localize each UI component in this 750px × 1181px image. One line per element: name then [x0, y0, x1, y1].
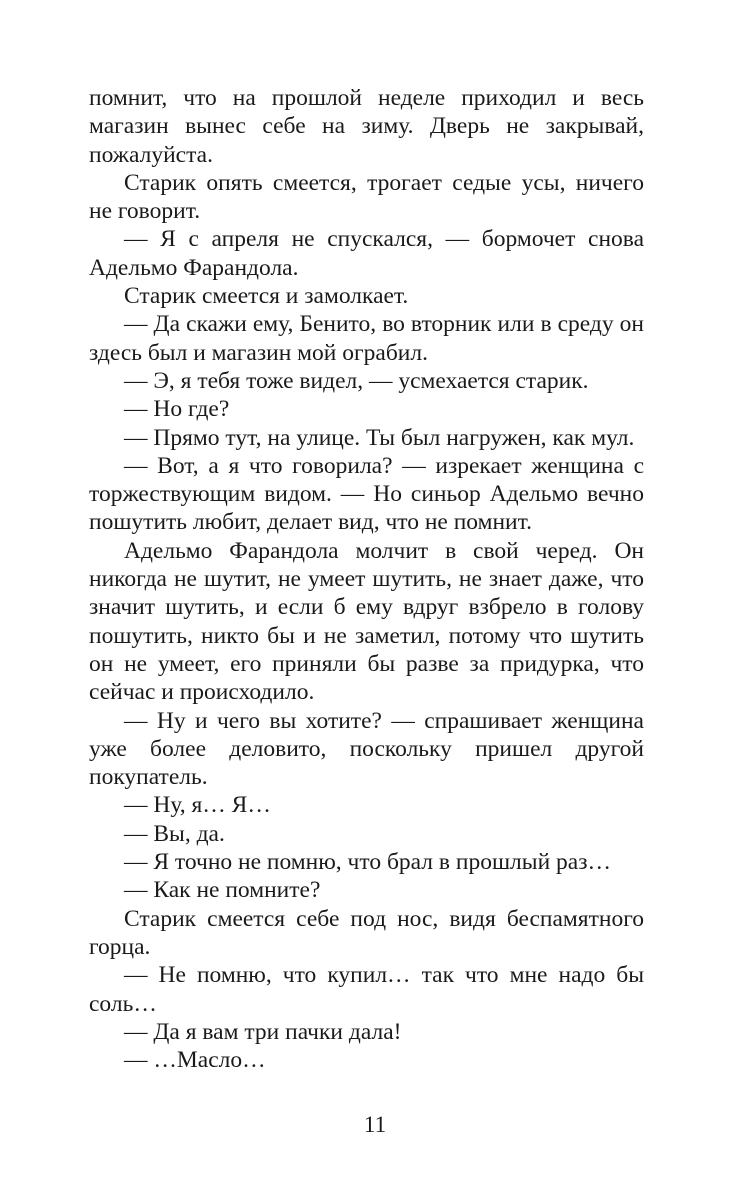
paragraph: Адельмо Фарандола молчит в свой черед. Он никогда не шутит, не умеет шутить, не знает даже, что значит шутить, и если б ему вдруг взбрело в голову пошутить, никто бы и не заметил, потому что шутить он не умеет, его приняли бы разве за придурка, что сейчас и происходило. — [89, 537, 644, 706]
dialogue-line: — Как не помните? — [124, 877, 321, 904]
dialogue-line: — Вы, да. — [124, 820, 225, 847]
page-text-block — [89, 84, 644, 1074]
dialogue-line: — …Масло… — [124, 1047, 266, 1074]
page-number: 11 — [363, 1112, 387, 1137]
dialogue-line: — Я точно не помню, что брал в прошлый раз… — [124, 849, 611, 876]
dialogue-line: — Да я вам три пачки дала! — [124, 1018, 402, 1045]
paragraph-continuation: помнит, что на прошлой неделе приходил и весь магазин вынес себе на зиму. Дверь не закрывай, пожалуйста. — [89, 85, 644, 168]
dialogue-line: — Да скажи ему, Бенито, во вторник или в среду он здесь был и магазин мой ограбил. — [89, 311, 644, 366]
dialogue-line: — Ну, я… Я… — [124, 792, 271, 819]
dialogue-line: — Но где? — [124, 396, 230, 423]
paragraph: Старик опять смеется, трогает седые усы, ничего не говорит. — [89, 169, 644, 225]
dialogue-line: — Вот, а я что говорила? — изрекает женщина с торжествующим видом. — Но синьор Адельмо вечно пошутить любит, делает вид, что не помнит. — [89, 452, 644, 536]
dialogue-line: — Не помню, что купил… так что мне надо бы соль… — [89, 962, 644, 1017]
paragraph: Старик смеется себе под нос, видя беспамятного горца. — [89, 905, 644, 960]
dialogue-line: — Я с апреля не спускался, — бормочет снова Адельмо Фарандола. — [89, 226, 644, 281]
paragraph: Старик смеется и замолкает. — [124, 283, 409, 310]
dialogue-line: — Ну и чего вы хотите? — спрашивает женщина уже более деловито, поскольку пришел другой покупатель. — [89, 707, 644, 791]
dialogue-line: — Э, я тебя тоже видел, — усмехается старик. — [124, 367, 589, 394]
dialogue-line: — Прямо тут, на улице. Ты был нагружен, как мул. — [124, 424, 635, 451]
